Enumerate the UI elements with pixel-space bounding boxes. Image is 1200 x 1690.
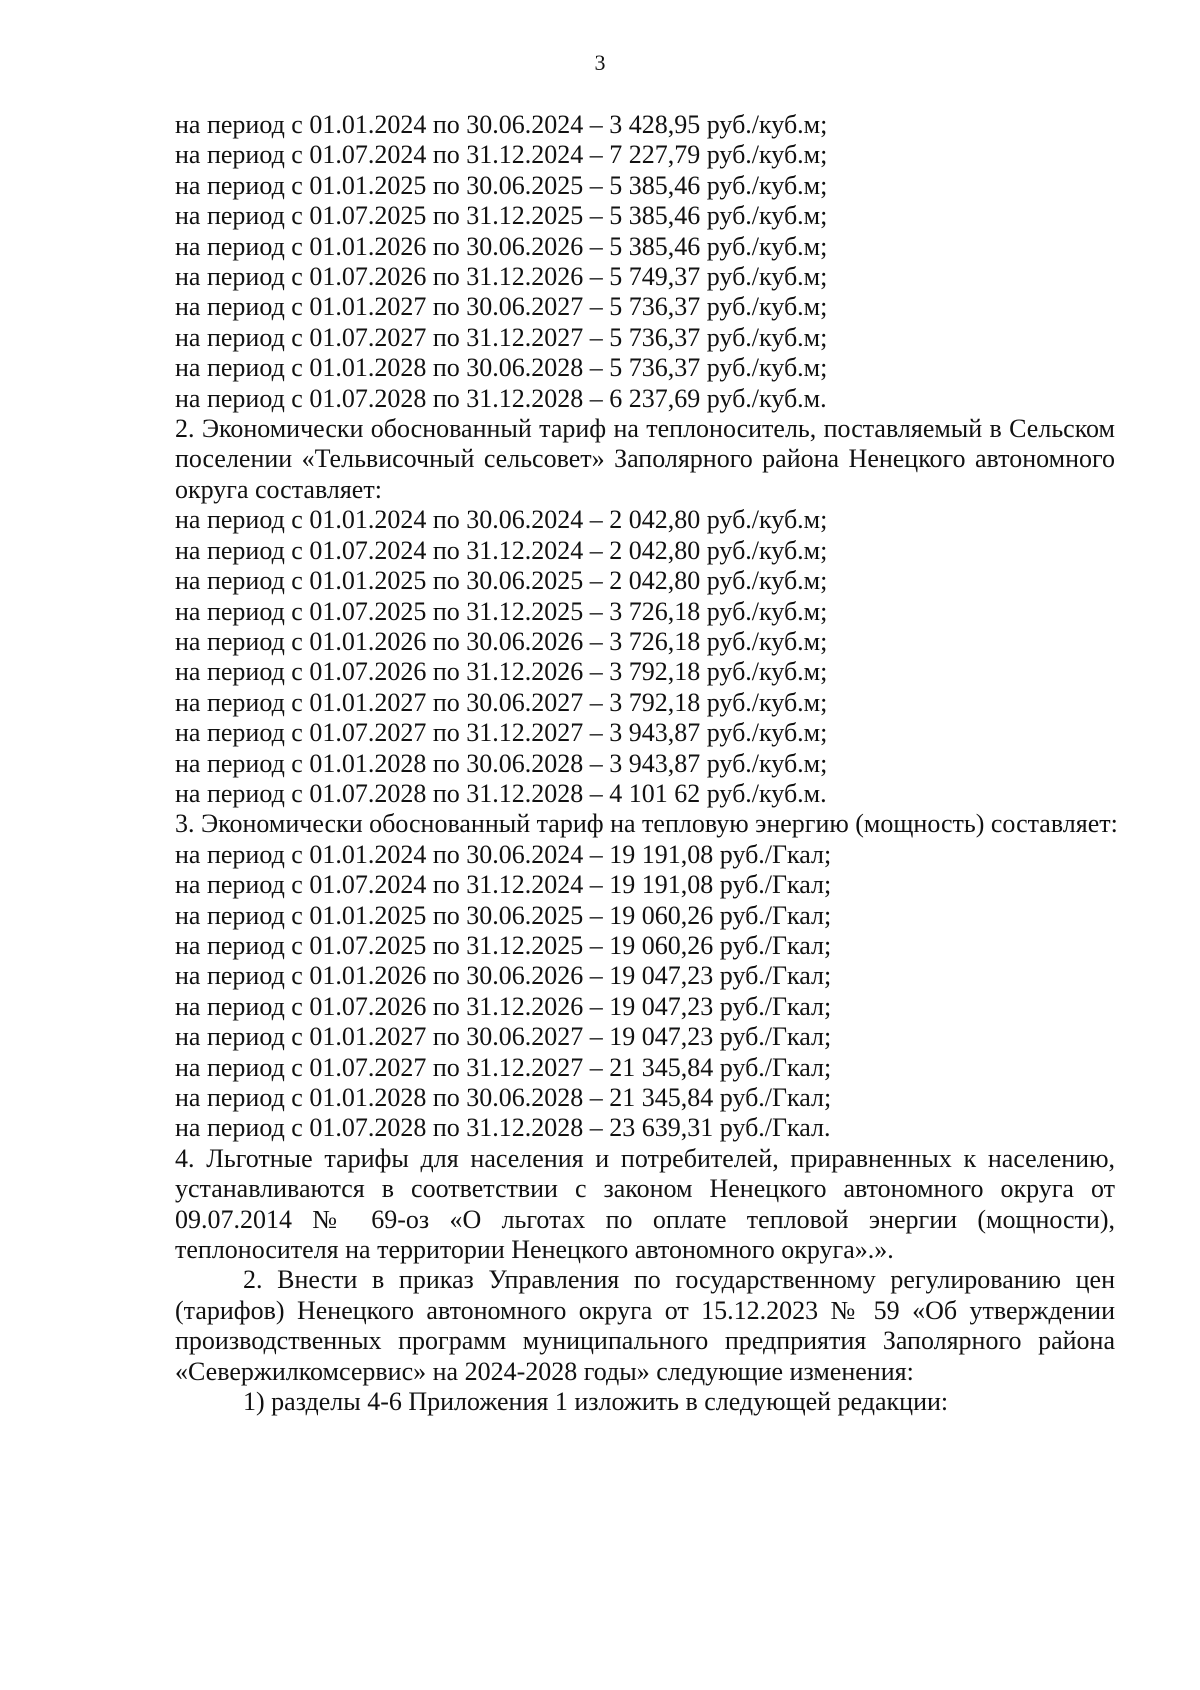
tariff-line: на период с 01.01.2028 по 30.06.2028 – 5 736,37 руб./куб.м; — [175, 353, 828, 383]
page-number: 3 — [594, 50, 606, 75]
tariff-line: на период с 01.01.2028 по 30.06.2028 – 3 943,87 руб./куб.м; — [175, 748, 828, 778]
paragraph-amendment-item: 1) разделы 4-6 Приложения 1 изложить в следующей редакции: — [243, 1387, 949, 1417]
tariff-line: на период с 01.01.2026 по 30.06.2026 – 5 385,46 руб./куб.м; — [175, 231, 828, 261]
tariff-line: на период с 01.07.2024 по 31.12.2024 – 19 191,08 руб./Гкал; — [175, 870, 832, 900]
document-body — [175, 110, 1118, 1417]
paragraph-amendment: 2. Внести в приказ Управления по государственному регулированию цен (тарифов) Ненецкого автономного округа от 15.12.2023 № 59 «Об утверждении производственных программ муниципального предприятия Заполярного района «Севержилкомсервис» на 2024-2028 годы» следующие изменения: — [175, 1265, 1115, 1386]
tariff-line: на период с 01.07.2026 по 31.12.2026 – 5 749,37 руб./куб.м; — [175, 262, 828, 292]
tariff-line: на период с 01.01.2027 по 30.06.2027 – 5 736,37 руб./куб.м; — [175, 292, 828, 322]
tariff-line: на период с 01.07.2024 по 31.12.2024 – 2 042,80 руб./куб.м; — [175, 535, 828, 565]
tariff-line: на период с 01.07.2027 по 31.12.2027 – 3 943,87 руб./куб.м; — [175, 718, 828, 748]
tariff-line: на период с 01.07.2026 по 31.12.2026 – 3 792,18 руб./куб.м; — [175, 657, 828, 687]
tariff-line: на период с 01.01.2027 по 30.06.2027 – 19 047,23 руб./Гкал; — [175, 1022, 832, 1052]
paragraph-coolant-tariff: 2. Экономически обоснованный тариф на теплоноситель, поставляемый в Сельском поселении «Тельвисочный сельсовет» Заполярного района Ненецкого автономного округа составляет: — [175, 414, 1115, 504]
tariff-line: на период с 01.01.2024 по 30.06.2024 – 2 042,80 руб./куб.м; — [175, 505, 828, 535]
paragraph-heat-tariff: 3. Экономически обоснованный тариф на тепловую энергию (мощность) составляет: — [175, 809, 1118, 839]
tariff-line: на период с 01.07.2028 по 31.12.2028 – 6 237,69 руб./куб.м. — [175, 383, 827, 413]
tariff-line: на период с 01.07.2028 по 31.12.2028 – 4 101 62 руб./куб.м. — [175, 778, 827, 808]
tariff-list-water — [175, 110, 1115, 414]
tariff-line: на период с 01.01.2028 по 30.06.2028 – 21 345,84 руб./Гкал; — [175, 1083, 832, 1112]
tariff-line: на период с 01.07.2028 по 31.12.2028 – 23 639,31 руб./Гкал. — [175, 1113, 831, 1143]
tariff-line: на период с 01.01.2026 по 30.06.2026 – 3 726,18 руб./куб.м; — [175, 626, 828, 656]
tariff-line: на период с 01.01.2025 по 30.06.2025 – 2 042,80 руб./куб.м; — [175, 566, 828, 596]
tariff-line: на период с 01.07.2027 по 31.12.2027 – 5 736,37 руб./куб.м; — [175, 322, 828, 352]
tariff-line: на период с 01.01.2025 по 30.06.2025 – 5 385,46 руб./куб.м; — [175, 170, 828, 200]
tariff-line: на период с 01.07.2025 по 31.12.2025 – 3 726,18 руб./куб.м; — [175, 596, 828, 626]
paragraph-preferential-tariffs: 4. Льготные тарифы для населения и потребителей, приравненных к населению, устанавливаются в соответствии с законом Ненецкого автономного округа от 09.07.2014 № 69-оз «О льготах по оплате тепловой энергии (мощности), теплоносителя на территории Ненецкого автономного округа».». — [175, 1143, 1115, 1265]
tariff-line: на период с 01.01.2024 по 30.06.2024 – 19 191,08 руб./Гкал; — [175, 839, 832, 869]
tariff-list-heat — [175, 840, 1115, 1144]
tariff-line: на период с 01.01.2026 по 30.06.2026 – 19 047,23 руб./Гкал; — [175, 961, 832, 991]
tariff-line: на период с 01.07.2025 по 31.12.2025 – 5 385,46 руб./куб.м; — [175, 201, 828, 231]
tariff-line: на период с 01.01.2024 по 30.06.2024 – 3 428,95 руб./куб.м; — [175, 110, 828, 139]
tariff-line: на период с 01.01.2027 по 30.06.2027 – 3 792,18 руб./куб.м; — [175, 687, 828, 717]
tariff-line: на период с 01.07.2024 по 31.12.2024 – 7 227,79 руб./куб.м; — [175, 140, 828, 170]
tariff-list-coolant — [175, 505, 1115, 809]
tariff-line: на период с 01.07.2026 по 31.12.2026 – 19 047,23 руб./Гкал; — [175, 991, 832, 1021]
tariff-line: на период с 01.01.2025 по 30.06.2025 – 19 060,26 руб./Гкал; — [175, 900, 832, 930]
tariff-line: на период с 01.07.2027 по 31.12.2027 – 21 345,84 руб./Гкал; — [175, 1052, 832, 1082]
tariff-line: на период с 01.07.2025 по 31.12.2025 – 19 060,26 руб./Гкал; — [175, 930, 832, 960]
